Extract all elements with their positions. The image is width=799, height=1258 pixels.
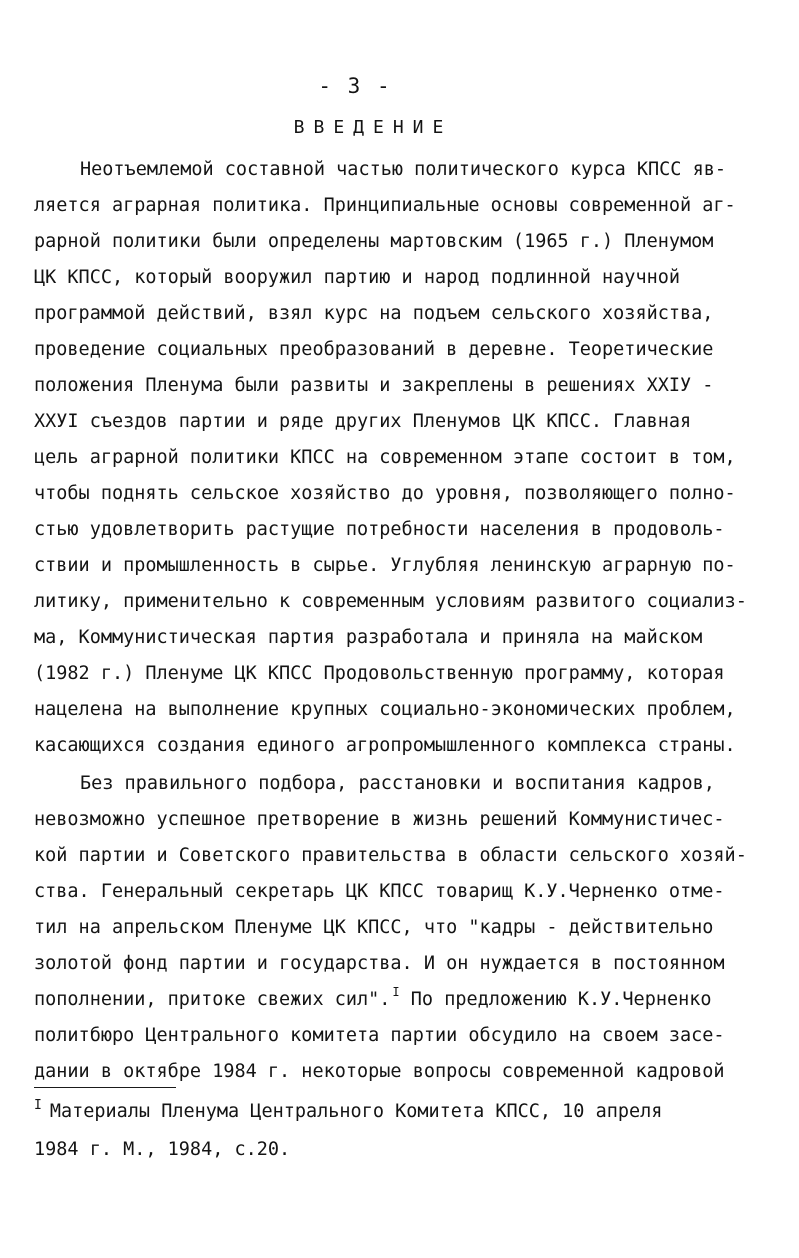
footnote-line: 1984 г. М., 1984, с.20. [34,1139,291,1160]
text-line: ствии и промышленность в сырье. Углубляя ленинскую аграрную по- [34,555,736,576]
text-line: дании в октябре 1984 г. некоторые вопросы современной кадровой [34,1061,725,1082]
section-heading: ВВЕДЕНИЕ [293,117,453,138]
text-line [34,982,712,1018]
text-line: проведение социальных преобразований в деревне. Теоретические [34,339,714,360]
text-line: тил на апрельском Пленуме ЦК КПСС, что "кадры - действительно [34,917,714,938]
text-line: положения Пленума были развиты и закреплены в решениях XXIУ - [34,375,714,396]
text-line: ма, Коммунистическая партия разработала и приняла на майском [34,627,703,648]
text-line: невозможно успешное претворение в жизнь решений Коммунистичес- [34,809,725,830]
text-segment: По предложению К.У.Черненко [410,989,712,1010]
text-line: литику, применительно к современным условиям развитого социализ- [34,591,747,612]
text-line: XXУI съездов партии и ряде других Пленумов ЦК КПСС. Главная [34,411,692,432]
text-line: Без правильного подбора, расстановки и воспитания кадров, [80,773,715,794]
text-line: ства. Генеральный секретарь ЦК КПСС товарищ К.У.Черненко отме- [34,881,725,902]
text-line: политбюро Центрального комитета партии обсудило на своем засе- [34,1025,725,1046]
footnote-marker: I [34,1098,42,1113]
text-line: чтобы поднять сельское хозяйство до уровня, позволяющего полно- [34,483,736,504]
text-line: (1982 г.) Пленуме ЦК КПСС Продовольственную программу, которая [34,663,725,684]
text-line: ляется аграрная политика. Принципиальные основы современной аг- [34,195,736,216]
text-line: стью удовлетворить растущие потребности населения в продоволь- [34,519,725,540]
footnote-text: Материалы Пленума Центрального Комитета КПСС, 10 апреля [49,1101,663,1122]
text-segment: пополнении, притоке свежих сил". [34,989,391,1010]
footnote-separator [34,1087,176,1088]
text-line: ЦК КПСС, который вооружил партию и народ подлинной научной [34,267,681,288]
text-line: программой действий, взял курс на подъем сельского хозяйства, [34,303,714,324]
text-line: рарной политики были определены мартовским (1965 г.) Пленумом [34,231,714,252]
text-line: нацелена на выполнение крупных социально-экономических проблем, [34,699,736,720]
text-line: кой партии и Советского правительства в области сельского хозяй- [34,845,747,866]
footnote-ref: I [392,985,400,999]
text-line: золотой фонд партии и государства. И он нуждается в постоянном [34,953,725,974]
page-number: - 3 - [318,74,392,98]
text-line: Неотъемлемой составной частью политического курса КПСС яв- [80,159,727,180]
text-line: цель аграрной политики КПСС на современном этапе состоит в том, [34,447,736,468]
footnote-line [34,1094,662,1130]
text-line: касающихся создания единого агропромышленного комплекса страны. [34,735,736,756]
